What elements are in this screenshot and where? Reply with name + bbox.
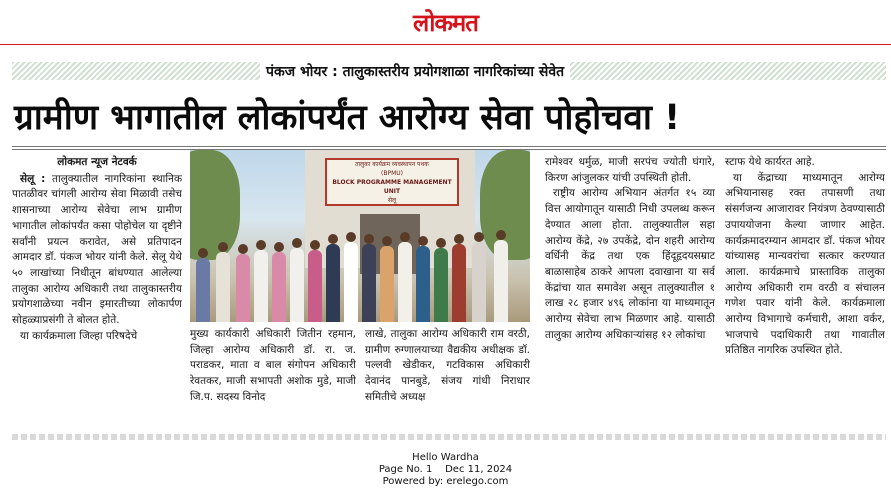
paragraph: रामेश्वर धर्मुळ, माजी सरपंच ज्योती घंगारे, किरण आंजुलकर यांची उपस्थिती होती. [545, 156, 715, 184]
event-photo [190, 150, 530, 322]
article-column-3 [365, 327, 530, 427]
paragraph-text: तालुक्यातील नागरिकांना स्थानिक पातळीवर चांगली आरोग्य सेवा मिळावी तसेच शासनाच्या आरोग्य सेवेचा लाभ ग्रामीण भागातील लोकांपर्यंत कसा पोहोचेल या दृष्टीने सर्वांनी प्रयत्न करावेत, असे प्रतिपादन आमदार डॉ. पंकज भोयर यांनी केले. सेलू येथे ५० लाखांच्या निधीतून बांधण्यात आलेल्या तालुका आरोग्य अधिकारी तथा तालुकास्तरीय प्रयोगशाळेच्या नवीन इमारतीच्या लोकार्पण सोहळ्याप्रसंगी ते बोलत होते. [12, 172, 182, 327]
byline: लोकमत न्यूज नेटवर्क [57, 156, 137, 168]
paragraph: स्टाफ येथे कार्यरत आहे. [725, 156, 815, 168]
footer-powered-by: Powered by: erelego.com [382, 476, 509, 487]
sign-text: BLOCK PROGRAMME MANAGEMENT UNIT [332, 179, 452, 195]
page-footer [0, 452, 891, 488]
person-figure [344, 242, 358, 322]
person-figure [254, 250, 268, 322]
dateline: सेलू : [20, 172, 46, 185]
article-column-5 [725, 155, 885, 427]
paragraph: लाखे, तालुका आरोग्य अधिकारी राम वरठी, ग्रामीण रुग्णालयाच्या वैद्यकीय अधीक्षक डॉ. पल्लवी खेडीकर, गटविकास अधिकारी देवानंद पानबुडे, संजय गांधी निराधार समितीचे अध्यक्ष [365, 328, 530, 403]
article-column-1 [12, 155, 182, 427]
paragraph: या केंद्राच्या माध्यमातून आरोग्य अभियानासह रक्त तपासणी तथा संसर्गजन्य आजारावर नियंत्रण ठेवण्यासाठी उपाययोजना केल्या जाणार आहेत. कार्यक्रमादरम्यान आमदार डॉ. पंकज भोयर यांच्यासह मान्यवरांचा सत्कार करण्यात आला. कार्यक्रमाचे प्रास्ताविक तालुका आरोग्य अधिकारी राम वरठी व संचालन गणेश पवार यांनी केले. कार्यक्रमाला आरोग्य विभागाचे कर्मचारी, आशा वर्कर, भाजपाचे पदाधिकारी तथा गावातील प्रतिष्ठित नागरिक उपस्थित होते. [725, 171, 885, 357]
paragraph: राष्ट्रीय आरोग्य अभियान अंतर्गत १५ व्या वित्त आयोगातून यासाठी निधी उपलब्ध करून देण्यात आला होता. तालुक्यातील सहा आरोग्य केंद्रे, २७ उपकेंद्रे, दोन शहरी आरोग्य वर्धिनी केंद्र तथा एक हिंदूहृदयसम्राट बाळासाहेब ठाकरे आपला दवाखाना या सर्व केंद्रांचा यात समावेश असून तालुक्यातील १ लाख २८ हजार ४९६ लोकांना या माध्यमातून आरोग्य सेवेचा लाभ मिळणार आहे. यासाठी तालुका आरोग्य अधिकाऱ्यांसह १२ लोकांचा [545, 187, 715, 341]
footer-edition: Hello Wardha [412, 452, 479, 463]
masthead [0, 0, 891, 45]
masthead-divider [0, 44, 891, 45]
person-figure [290, 248, 304, 322]
person-figure [434, 248, 448, 322]
sign-text: तालुका कार्यक्रम व्यवस्थापन पथक [355, 161, 429, 168]
article-column-4 [545, 155, 715, 427]
person-figure [236, 254, 250, 322]
person-figure [196, 258, 210, 322]
footer-dotted-band [12, 434, 886, 440]
person-figure [380, 246, 394, 322]
person-figure [216, 252, 230, 322]
bpmu-sign [325, 158, 459, 206]
sign-text: (BPMU) [381, 170, 403, 177]
headline-rule-top [12, 146, 886, 147]
person-figure [272, 252, 286, 322]
person-figure [362, 244, 376, 322]
article-headline: ग्रामीण भागातील लोकांपर्यंत आरोग्य सेवा पोहोचवा ! [14, 98, 681, 138]
person-figure [452, 244, 466, 322]
paragraph: या कार्यक्रमाला जिल्हा परिषदेचे [20, 329, 138, 342]
article-kicker: पंकज भोयर : तालुकास्तरीय प्रयोगशाळा नागरिकांच्या सेवेत [260, 62, 570, 82]
sign-text: सेलू [387, 197, 397, 204]
article-column-2 [190, 327, 356, 427]
person-figure [472, 242, 486, 322]
person-figure [398, 242, 412, 322]
person-figure [326, 244, 340, 322]
photo-tree [190, 150, 240, 260]
person-figure [308, 250, 322, 322]
person-figure [494, 240, 508, 322]
footer-page-date: Page No. 1 Dec 11, 2024 [378, 464, 513, 475]
person-figure [416, 246, 430, 322]
lokmat-logo: लोकमत [413, 9, 478, 37]
paragraph: मुख्य कार्यकारी अधिकारी जितीन रहमान, जिल्हा आरोग्य अधिकारी डॉ. रा. ज. पराडकर, माता व बाल संगोपन अधिकारी रेवतकर, माजी सभापती अशोक मुडे, माजी जि.प. सदस्य विनोद [190, 328, 356, 403]
paragraph [12, 172, 182, 329]
